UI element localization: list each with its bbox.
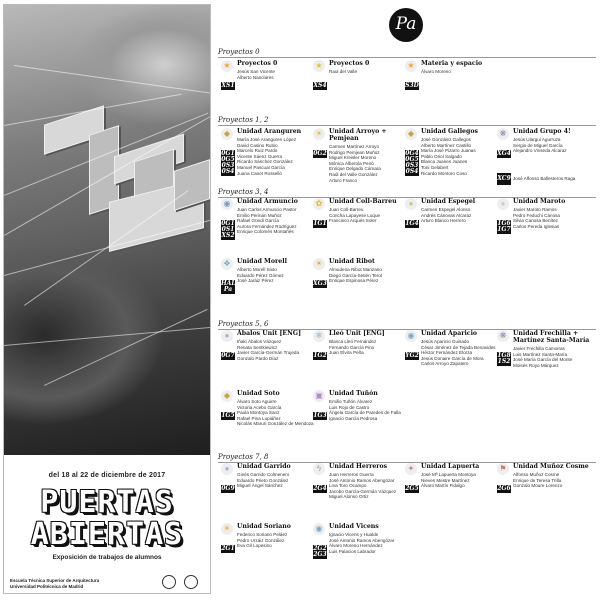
member-name: Luis Rojo de Castro	[329, 404, 370, 410]
member-name: Lina Toro Ocampo	[329, 483, 367, 489]
pa-logo: Pa	[389, 8, 423, 42]
school-name: Escuela Técnica Superior de Arquitectura Universidad Politécnica de Madrid	[10, 578, 100, 589]
room-code: XS1	[221, 82, 235, 89]
member-name: Emilio Perinán Muñoz	[237, 212, 282, 218]
room-code: YG2	[405, 352, 419, 359]
room-codes	[313, 150, 327, 158]
unit-title: Ábalos Unit [ENG]	[237, 330, 302, 337]
unit-title: Unidad Arroyo + Pemjean	[329, 128, 387, 142]
room-codes	[313, 220, 327, 228]
member-name: Juan Herreros Guerra	[329, 472, 374, 477]
unit-card	[221, 198, 314, 256]
member-list	[329, 399, 407, 421]
unit-card	[405, 330, 498, 388]
member-name: Álvaro Moreno Hernández	[329, 543, 383, 549]
unit-card	[221, 390, 314, 448]
unit-icon: ◉	[221, 198, 233, 210]
unit-card	[313, 128, 406, 188]
unit-icon: ❖	[221, 258, 233, 270]
room-codes	[313, 280, 327, 288]
unit-title: Unidad Grupo 4!	[513, 128, 571, 135]
room-codes	[221, 485, 235, 493]
member-name: Silvia Canosa Benítez	[513, 218, 558, 224]
member-name: Concha Lapayese Luque	[329, 212, 381, 218]
member-name: Jesús Donaire García de Mora	[421, 355, 484, 361]
member-name: David Casino Rubio	[237, 142, 278, 148]
member-name: Emilio Tuñón Álvarez	[329, 399, 373, 404]
member-name: Iñaki Ábalos Vázquez	[237, 339, 282, 344]
unit-icon: ●	[221, 463, 233, 475]
member-name: Enrique Espinosa Pérez	[329, 278, 379, 284]
unit-card	[221, 330, 314, 388]
member-name: Juan Carlos Armuncio Pastor	[237, 207, 297, 212]
room-codes	[221, 220, 235, 240]
member-name: Ricardo Montoro Coso	[421, 170, 467, 176]
member-list	[421, 207, 499, 224]
member-name: Alberto Morell Sixto	[237, 267, 277, 272]
room-codes	[313, 545, 327, 559]
unit-title: Unidad Ribot	[329, 258, 375, 265]
room-code: 2G1	[221, 545, 235, 552]
member-name: Mónica Alberola Peiró	[329, 160, 374, 166]
member-list	[513, 346, 591, 368]
unit-icon: ϟ	[313, 463, 325, 475]
room-codes	[497, 220, 511, 234]
member-list	[513, 207, 591, 229]
unit-icon: ✿	[313, 198, 325, 210]
member-name: María José Pizarro Juanas	[421, 148, 476, 154]
unit-icon: ☀	[313, 128, 325, 140]
member-list	[421, 339, 499, 367]
room-code: 0G2	[313, 150, 327, 157]
member-name: José Antonio Ramos Abengózar	[329, 537, 395, 543]
room-codes	[313, 485, 327, 493]
room-codes	[221, 82, 235, 90]
member-name: Eduardo Prieto González	[237, 477, 289, 483]
member-name: Juana Canet Rosselló	[237, 170, 282, 176]
unit-title: Proyectos 0	[237, 60, 278, 67]
room-code: 2G6	[497, 485, 511, 492]
member-name: Eduardo Pérez Gómez	[237, 272, 284, 278]
member-list	[237, 472, 315, 489]
member-list	[329, 472, 407, 500]
room-code: 0S3	[405, 162, 419, 169]
room-code: 1G4	[405, 220, 419, 227]
member-name: Ignacio Vicens y Hualde	[329, 532, 379, 537]
section-heading: Proyectos 1, 2	[218, 116, 596, 126]
member-name: Juan Coll-Barreu	[329, 207, 364, 212]
room-codes	[405, 352, 419, 360]
room-code: 0S4	[405, 168, 419, 175]
room-code: 1G3	[313, 412, 327, 419]
member-name: Jesús Aparicio Guisado	[421, 339, 470, 344]
room-codes	[497, 485, 511, 493]
unit-card	[313, 463, 406, 521]
room-codes	[221, 545, 235, 553]
room-code: 0G4	[405, 150, 419, 157]
room-codes	[405, 485, 419, 493]
unit-icon: ◆	[221, 128, 233, 140]
room-code: 1G2	[313, 352, 327, 359]
room-code: 1S2	[497, 358, 511, 365]
section-heading: Proyectos 3, 4	[218, 188, 596, 198]
unit-icon: ☀	[313, 258, 325, 270]
unit-card	[221, 258, 314, 316]
room-code: XC9	[497, 173, 511, 185]
member-name: Jacobo García-Germán Vázquez	[329, 488, 397, 494]
unit-icon: ◉	[405, 330, 417, 342]
member-name: Victoria Acebo García	[237, 404, 282, 410]
member-name: Raúl del Valle González	[329, 171, 378, 177]
unit-icon: ☀	[221, 523, 233, 535]
member-name: María José Aranguren López	[237, 137, 296, 142]
room-codes	[405, 82, 419, 90]
unit-icon: ★	[221, 60, 233, 72]
member-name: Marcelo Ruiz Pardo	[237, 148, 278, 154]
member-name: Enrique de Teresa Trilla	[513, 477, 562, 483]
unit-title: Unidad Maroto	[513, 198, 566, 205]
unit-title: Materia y espacio	[421, 60, 483, 67]
unit-icon: ⚑	[497, 463, 509, 475]
member-name: Raul del Valle	[329, 69, 358, 74]
member-list	[513, 472, 591, 489]
unit-icon: ▣	[313, 390, 325, 402]
member-name: Carmen Martínez Arroyo	[329, 144, 380, 149]
member-list	[421, 137, 499, 176]
member-name: Diego García-Setién Terol	[329, 272, 382, 278]
room-code: 1G5	[221, 412, 235, 419]
member-name: Miguel Kreisler Moreno	[329, 155, 377, 161]
member-list	[237, 137, 315, 176]
member-name: Gonzalo Moure Lorenzo	[513, 483, 563, 489]
member-list	[237, 207, 315, 235]
member-name: Francisco Arqués Soler	[329, 218, 377, 224]
unit-card	[313, 258, 406, 316]
member-name: Eva Gil Lopesino	[237, 543, 272, 549]
room-code: S3D	[405, 82, 419, 89]
member-name: Pedro Urzáiz González	[237, 537, 285, 543]
member-name: Jesús Ulargui Agurruza	[513, 137, 561, 142]
unit-card	[221, 60, 314, 110]
member-name: Carlos Pereda Iglesias	[513, 223, 560, 229]
room-code: XS4	[313, 82, 327, 89]
room-code: XS2	[221, 232, 235, 239]
member-name: Ginés Garrido Colmenero	[237, 472, 290, 477]
unit-title: Proyectos 0	[329, 60, 370, 67]
unit-icon: ★	[313, 60, 325, 72]
unit-icon: ●	[497, 198, 509, 210]
unit-title: Unidad Morell	[237, 258, 287, 265]
unit-card	[313, 523, 406, 581]
room-code: 2G2	[313, 545, 327, 552]
member-name: Manuel Pascual García	[237, 164, 285, 170]
member-name: Paula Montoya Sanz	[237, 410, 280, 416]
member-name: José Jaráiz Pérez	[237, 278, 274, 284]
room-code: 1G1	[313, 220, 327, 227]
member-name: Fernando García Pino	[329, 344, 375, 350]
member-name: Carlos Arroyo Zapatero	[421, 361, 469, 367]
member-list	[329, 267, 407, 284]
poster-subtitle: Exposición de trabajos de alumnos	[52, 554, 162, 561]
unit-card	[497, 463, 590, 521]
room-code: 2G5	[405, 485, 419, 492]
member-name: Luis Palacios Labrador	[329, 548, 376, 554]
unit-card	[405, 128, 498, 188]
unit-card	[313, 330, 406, 388]
unit-icon: ◆	[405, 128, 417, 140]
school-seal-icon	[184, 575, 198, 589]
member-name: Gonzalo Pardo Díaz	[237, 355, 279, 361]
member-list	[421, 69, 499, 75]
unit-card	[497, 128, 590, 188]
member-name: Javier Maroto Ramos	[513, 207, 557, 212]
room-code: 1G7	[497, 226, 511, 233]
unit-title: Unidad Aparicio	[421, 330, 478, 337]
unit-title: Unidad Frechilla + Martínez Santa-María	[513, 330, 590, 344]
poster	[3, 4, 211, 594]
unit-card	[221, 523, 314, 581]
member-name: Nicolás Maruri González de Mendoza	[237, 421, 314, 427]
member-name: Blanca Juanes Juanes	[421, 159, 468, 165]
member-list	[329, 532, 407, 554]
member-name: José Mª Lapuerta Montoya	[421, 472, 476, 477]
room-code: 0G5	[221, 156, 235, 163]
member-name: Federico Soriano Peláez	[237, 532, 288, 537]
unit-title: Unidad Armuncio	[237, 198, 298, 205]
member-name: Enrique Delgado Cámara	[329, 166, 381, 172]
member-name: Ricardo Sánchez González	[237, 159, 293, 165]
unit-card	[405, 60, 498, 110]
room-code: 0S1	[221, 226, 235, 233]
unit-icon: ◉	[313, 523, 325, 535]
member-list	[329, 207, 407, 224]
member-name: Alberto Nanclares	[237, 74, 274, 80]
unit-card	[497, 198, 590, 256]
poster-title-line1: PUERTAS	[40, 485, 174, 520]
section-heading: Proyectos 0	[218, 48, 596, 58]
member-name: Nieves Mestre Martínez	[421, 477, 470, 483]
section-heading: Proyectos 7, 8	[218, 453, 596, 463]
member-name: Toni Gelabert	[421, 164, 449, 170]
room-code: XG4	[497, 150, 511, 157]
unit-title: Unidad Espegel	[421, 198, 476, 205]
room-codes	[221, 150, 235, 176]
member-list	[329, 69, 407, 75]
unit-title: Unidad Soriano	[237, 523, 291, 530]
member-name: Arturo Franco	[329, 177, 358, 183]
room-code: 1G6	[497, 220, 511, 227]
unit-card	[313, 390, 406, 448]
room-code: Pa	[223, 286, 233, 293]
exhibition-date: del 18 al 22 de diciembre de 2017	[48, 472, 166, 479]
member-name: Alfonso Muñoz Cosme	[513, 472, 560, 477]
unit-icon: ✦	[405, 463, 417, 475]
member-name: Álvaro Soto Aguirre	[237, 399, 277, 404]
member-name: Javier Frechilla Camoiras	[513, 346, 565, 351]
member-name: Javier García-Germán Trujeda	[237, 350, 300, 356]
room-code: XG3	[313, 280, 327, 287]
room-code: 0S3	[221, 162, 235, 169]
room-code: 1G8	[497, 352, 511, 359]
unit-card	[405, 198, 498, 256]
member-name: Miguel Alonso Ortiz	[329, 494, 369, 500]
room-codes	[313, 412, 327, 420]
university-seal-icon	[162, 575, 176, 589]
room-code: 0G1	[221, 220, 235, 227]
unit-icon: ❋	[497, 128, 509, 140]
unit-icon: ❄	[313, 330, 325, 342]
member-name: Ignacio García Pedrosa	[329, 415, 378, 421]
unit-card	[497, 330, 590, 388]
unit-title: Unidad Vicens	[329, 523, 379, 530]
unit-title: Unidad Coll-Barreu	[329, 198, 397, 205]
member-name: Vicente Sáenz Guerra	[237, 153, 283, 159]
member-name: Rodrigo Pemjean Muñoz	[329, 149, 380, 155]
member-list	[237, 267, 315, 284]
member-name: Pablo Oriol Salgado	[421, 153, 462, 159]
member-name: José Antonio Ramos Abengózar	[329, 477, 395, 483]
member-list	[237, 532, 315, 549]
room-code: HALL	[221, 280, 240, 287]
member-list	[237, 399, 315, 427]
unit-title: Lleó Unit [ENG]	[329, 330, 385, 337]
member-list	[513, 137, 591, 154]
unit-icon: ❋	[497, 330, 509, 342]
member-name: Alberto Martínez Castillo	[421, 142, 472, 148]
member-name: José María García del Monte	[513, 357, 573, 363]
room-code: 0G7	[221, 352, 235, 359]
room-codes	[313, 352, 327, 360]
unit-title: Unidad Soto	[237, 390, 280, 397]
unit-title: Unidad Lapuerta	[421, 463, 480, 470]
member-name: Carmen Espegel Alonso	[421, 207, 471, 212]
member-name: César Jiménez de Tejada Benavides	[421, 344, 496, 350]
unit-card	[313, 198, 406, 256]
member-name: Renata Sentkiewicz	[237, 344, 278, 350]
member-name: Alejandro Vinseda Alcaraz	[513, 148, 567, 154]
member-name: Álvaro Moreno	[421, 69, 451, 74]
member-name: Enrique Colomés Montañés	[237, 229, 294, 235]
room-code: 0G1	[221, 150, 235, 157]
unit-icon: ★	[405, 60, 417, 72]
room-codes	[497, 352, 511, 366]
unit-title: Unidad Gallegos	[421, 128, 478, 135]
unit-icon: ●	[221, 330, 233, 342]
unit-card	[221, 128, 314, 188]
unit-title: Unidad Herreros	[329, 463, 388, 470]
member-name: Jesús San Vicente	[237, 69, 275, 74]
room-codes	[405, 150, 419, 176]
poster-title-line2: ABIERTAS	[30, 517, 184, 552]
member-name: Álvaro Martín Fidalgo	[421, 483, 465, 489]
member-name: Almudena Ribot Manzano	[329, 267, 382, 272]
unit-title: Unidad Garrido	[237, 463, 291, 470]
member-list	[237, 69, 315, 80]
room-codes	[405, 220, 419, 228]
unit-title: Unidad Tuñón	[329, 390, 378, 397]
room-codes	[221, 280, 240, 294]
unit-title: Unidad Muñoz Cosme	[513, 463, 589, 470]
member-name: Ángela García de Paredes de Falla	[329, 410, 401, 416]
unit-card	[221, 463, 314, 521]
room-codes	[221, 412, 235, 420]
member-name: Rafael Gündi García	[237, 218, 279, 224]
room-codes	[497, 150, 511, 158]
member-list	[329, 144, 407, 183]
member-name: Aurora Fernández Rodríguez	[237, 223, 297, 229]
member-name: Arturo Blanco Herrero	[421, 218, 466, 224]
section-heading: Proyectos 5, 6	[218, 320, 596, 330]
member-name: Andrés Cánovas Alcaraz	[421, 212, 472, 218]
member-name: José Alfonso Ballesteros Raga	[513, 176, 576, 181]
member-list	[421, 472, 499, 489]
room-codes	[313, 82, 327, 90]
aerial-photo	[4, 5, 210, 455]
unit-card	[313, 60, 406, 110]
unit-card	[405, 463, 498, 521]
unit-icon: ◆	[221, 390, 233, 402]
room-code: 2G4	[313, 485, 327, 492]
member-name: Luis Martínez Santa-María	[513, 351, 568, 357]
room-codes	[221, 352, 235, 360]
member-name: Miguel Ángel Sánchez	[237, 483, 283, 489]
unit-title: Unidad Aranguren	[237, 128, 302, 135]
room-code: 2G3	[313, 551, 327, 558]
member-list	[237, 339, 315, 361]
member-name: Juan Elvira Peña	[329, 350, 364, 356]
member-name: Blanca Lleó Fernández	[329, 339, 377, 344]
room-code: 0G5	[405, 156, 419, 163]
member-name: José González Gallegos	[421, 137, 471, 142]
member-name: Sergio de Miguel García	[513, 142, 563, 148]
member-name: Héctor Fernández Elorza	[421, 350, 473, 356]
member-name: Moisés Royo Márquez	[513, 362, 559, 368]
member-name: Pedro Feduchi Canosa	[513, 212, 560, 218]
member-list	[329, 339, 407, 356]
room-code: 0S4	[221, 168, 235, 175]
room-code: 0G9	[221, 485, 235, 492]
member-name: Rafael Pina Lupiáñez	[237, 415, 281, 421]
unit-icon: ●	[405, 198, 417, 210]
